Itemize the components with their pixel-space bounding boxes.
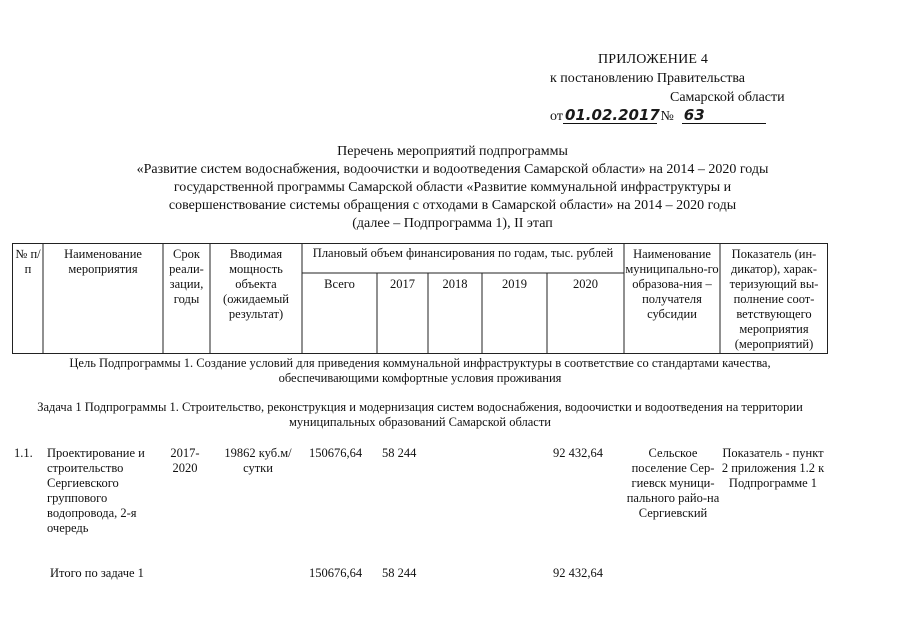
total-2020: 92 432,64 [553,566,603,580]
table-header [12,243,828,354]
number-label: № [660,109,674,124]
from-label: от [550,109,563,124]
row-2017: 58 244 [382,446,417,460]
appendix-line-resolution: к постановлению Правительства [550,71,746,86]
header-capacity: Вводимая мощность объекта (ожидаемый результат) [223,247,289,321]
total-2017: 58 244 [382,566,417,580]
appendix-title: ПРИЛОЖЕНИЕ 4 [598,52,709,67]
header-2020: 2020 [573,277,598,291]
row-total: 150676,64 [309,446,363,460]
title-line-1: Перечень мероприятий подпрограммы [337,144,568,159]
header-2018: 2018 [442,277,468,291]
document-title [60,143,845,233]
total-label: Итого по задаче 1 [50,566,144,580]
header-indicator: Показатель (ин-дикатор), харак-теризующий вы-полнение соот-ветствующего мероприятия (мероприятий) [729,247,819,351]
handwritten-number: 63 [682,108,766,124]
header-municipality: Наименование муниципально-го образова-ния – получателя субсидии [625,247,719,321]
title-line-5: (далее – Подпрограмма 1), II этап [352,216,553,231]
title-line-3: государственной программы Самарской области «Развитие коммунальной инфраструктуры и [173,180,732,195]
header-num: № п/п [15,247,41,276]
handwritten-date: 01.02.2017 [564,106,660,124]
header-2017: 2017 [390,277,415,291]
row-term: 2017-2020 [170,446,200,475]
row-name: Проектирование и строительство Сергиевского группового водопровода, 2-я очередь [47,446,145,535]
appendix-line-region: Самарской области [670,90,785,105]
header-term: Срок реали-зации, годы [169,247,204,306]
subprogram-task: Задача 1 Подпрограммы 1. Строительство, реконструкция и модернизация систем водоснабжения, водоочистки и водоотведения на территории муниципальных образований Самарской области [37,400,803,429]
row-capacity: 19862 куб.м/ сутки [224,446,292,475]
row-num: 1.1. [14,446,33,460]
header-total: Всего [324,277,355,291]
header-funding: Плановый объем финансирования по годам, тыс. рублей [312,246,614,260]
title-line-4: совершенствование системы обращения с отходами в Самарской области» на 2014 – 2020 годы [168,198,737,213]
subprogram-goal: Цель Подпрограммы 1. Создание условий для приведения коммунальной инфраструктуры в соответствие со стандартами качества, обеспечивающими комфортные условия проживания [69,356,771,385]
title-line-2: «Развитие систем водоснабжения, водоочистки и водоотведения Самарской области» на 2014 – 2020 годы [136,162,769,177]
row-2020: 92 432,64 [553,446,603,460]
row-indicator: Показатель - пункт 2 приложения 1.2 к Подпрограмме 1 [721,446,825,490]
total-sum: 150676,64 [309,566,363,580]
appendix-line-date-number [550,107,766,126]
header-2019: 2019 [502,277,527,291]
row-municipality: Сельское поселение Сер-гиевск муници-пального райо-на Сергиевский [626,446,720,520]
header-name: Наименование мероприятия [64,247,142,276]
